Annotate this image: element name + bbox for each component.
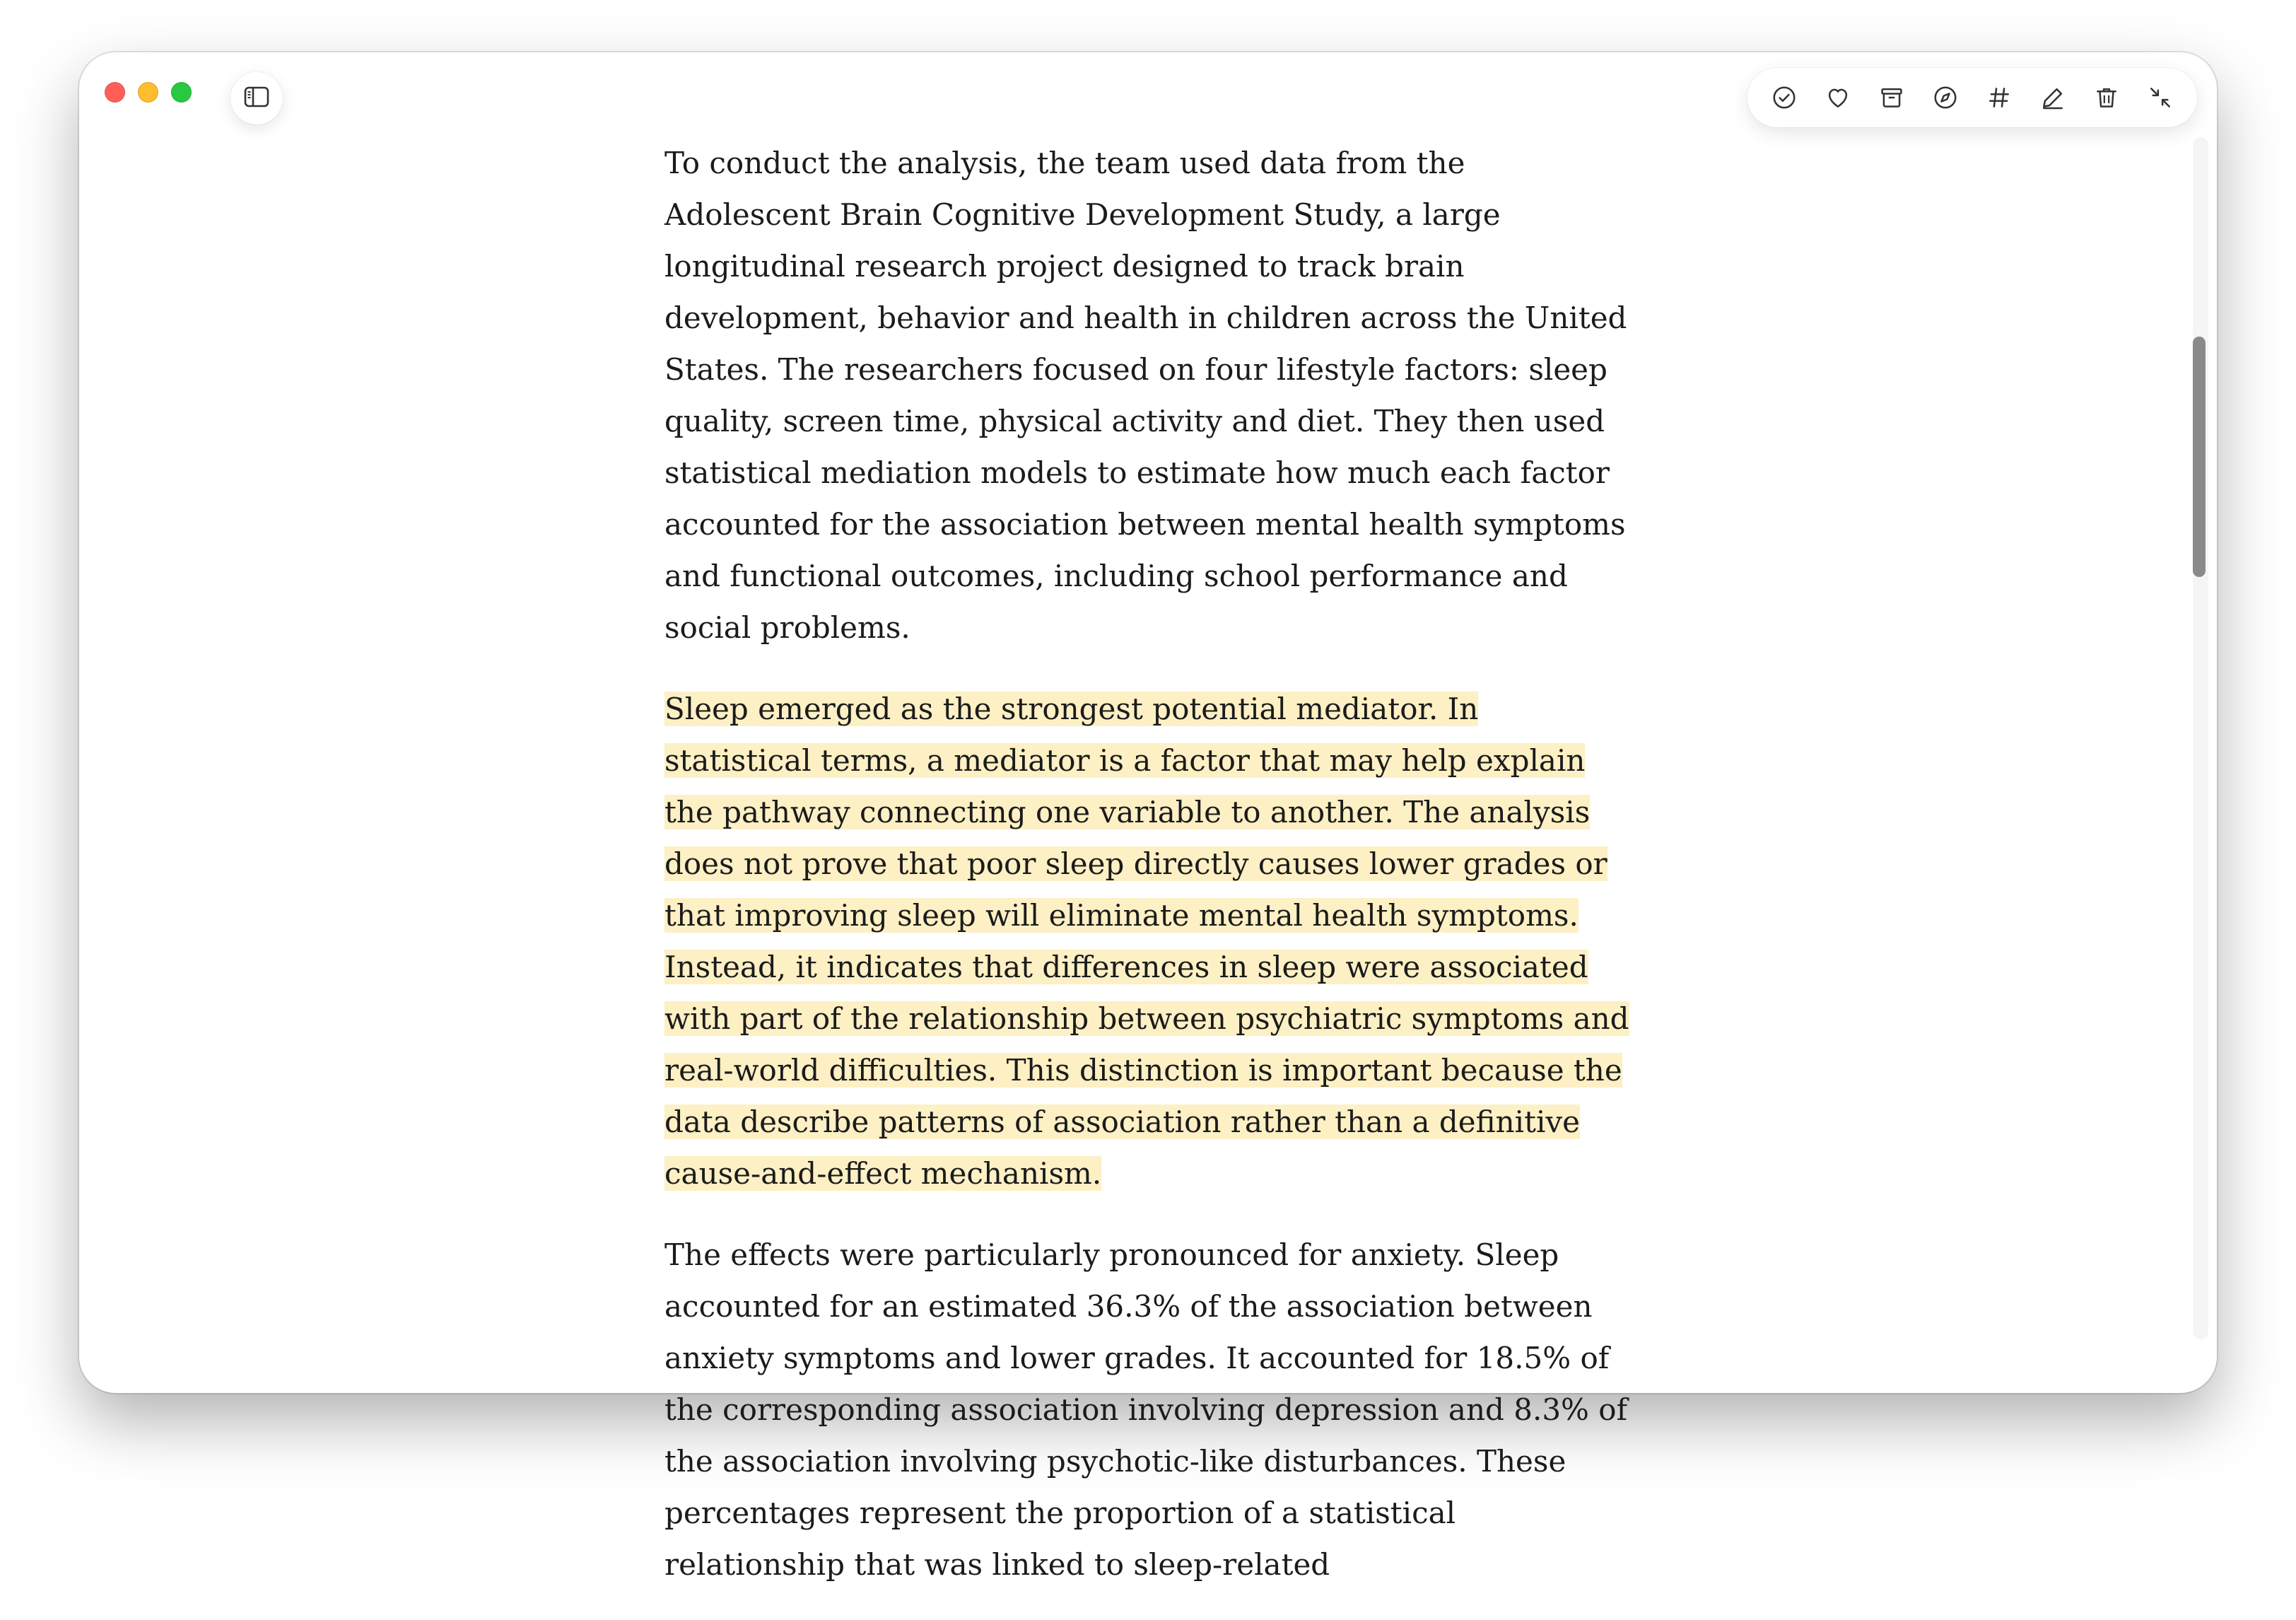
mark-read-button[interactable] xyxy=(1760,74,1808,122)
annotate-button[interactable] xyxy=(2029,74,2077,122)
heart-icon xyxy=(1824,84,1851,111)
archive-icon xyxy=(1878,84,1905,111)
paragraph: To conduct the analysis, the team used data from the Adolescent Brain Cognitive Development Study, a large longitudinal research project designed to track brain development, behavior and health in children across the United States. The researchers focused on four lifestyle factors: sleep quality, screen time, physical activity and diet. They then used statistical mediation models to estimate how much each factor accounted for the association between mental health symptoms and functional outcomes, including school performance and social problems. xyxy=(664,146,1627,645)
hashtag-icon xyxy=(1986,84,2013,111)
exit-fullscreen-button[interactable] xyxy=(2136,74,2184,122)
paragraph: The effects were particularly pronounced for anxiety. Sleep accounted for an estimated 36.3% of the association between anxiety symptoms and lower grades. It accounted for 18.5% of the corresponding association involving depression and 8.3% of the association involving psychotic-like disturbances. These percentages represent the proportion of a statistical relationship that was linked to sleep-related xyxy=(664,1237,1628,1582)
minimize-button[interactable] xyxy=(138,82,158,103)
highlighted-paragraph[interactable] xyxy=(664,683,1632,1199)
trash-icon xyxy=(2093,84,2120,111)
scrollbar-thumb[interactable] xyxy=(2193,337,2206,577)
highlight-text: Sleep emerged as the strongest potential mediator. In statistical terms, a mediator is a factor that may help explain the pathway connecting one variable to another. The analysis does not prove that poor sleep directly causes lower grades or that improving sleep will eliminate mental health symptoms. Instead, it indicates that differences in sleep were associated with part of the relationship between psychiatric symptoms and real-world difficulties. This distinction is important because the data describe patterns of association rather than a definitive cause-and-effect mechanism. xyxy=(664,692,1629,1191)
zoom-button[interactable] xyxy=(171,82,192,103)
scrollbar-track[interactable] xyxy=(2193,137,2208,1339)
reader-window xyxy=(79,52,2217,1582)
tags-button[interactable] xyxy=(1975,74,2023,122)
favorite-button[interactable] xyxy=(1814,74,1862,122)
close-button[interactable] xyxy=(105,82,125,103)
sidebar-toggle-button[interactable] xyxy=(230,72,283,124)
compass-icon xyxy=(1932,84,1959,111)
open-in-browser-button[interactable] xyxy=(1921,74,1969,122)
delete-button[interactable] xyxy=(2083,74,2131,122)
checkmark-circle-icon xyxy=(1771,84,1798,111)
pencil-icon xyxy=(2039,84,2066,111)
collapse-icon xyxy=(2147,84,2174,111)
traffic-lights xyxy=(105,82,192,103)
article-toolbar xyxy=(1747,68,2197,127)
archive-button[interactable] xyxy=(1868,74,1916,122)
article-body xyxy=(656,137,1646,1620)
sidebar-icon xyxy=(244,86,269,110)
